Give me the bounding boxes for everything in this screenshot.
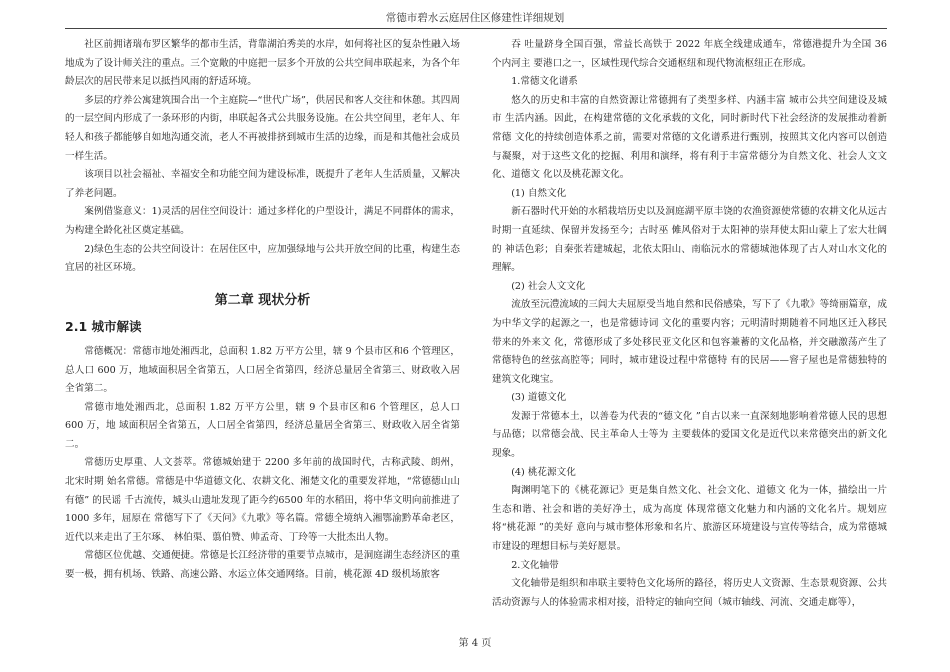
paragraph: 陶渊明笔下的《桃花源记》更是集自然文化、社会文化、道德文 化为一体，描绘出一片生态和谐、社会和谐的美好净土，成为高度 体现常德文化魅力和内涵的文化名片。规划应将“桃花源 ”的美好 意向与城市整体形象和名片、旅游区环境建设与宣传等结合，成为常德城市建设的理想目标与美好愿景。 <box>492 485 887 553</box>
left-column <box>65 36 460 585</box>
header-divider <box>65 28 887 29</box>
paragraph: 文化轴带是组织和串联主要特色文化场所的路径，将历史人文资源、生态景观资源、公共活动资源与人的体验需求相对接，沿特定的轴向空间（城市轴线、河流、交通走廊等）， <box>492 578 887 608</box>
right-column <box>492 36 887 612</box>
paragraph: 悠久的历史和丰富的自然资源让常德拥有了类型多样、内涵丰富 城市公共空间建设及城市 生活内涵。因此，在构建常德的文化承载的文化，同时新时代下社会经济的发展推动着新常德 文化的持续创造体系之前，需要对常德的文化谱系进行甄别，按照其文化内容可以创造与凝聚，对于这些文化的挖掘、利用和演绎，将有利于丰富常德分为自然文化、社会人文文化、道德文 化以及桃花源文化。 <box>492 94 887 181</box>
chapter-title: 第二章 现状分析 <box>214 292 311 308</box>
paragraph: 吞 吐量跻身全国百强，常益长高铁于 2022 年底全线建成通车，常德港提升为全国 36 个内河主 要港口之一，区域性现代综合交通枢纽和现代物流枢纽正在形成。 <box>492 39 887 69</box>
subheading: 2.文化轴带 <box>511 559 559 571</box>
paragraph: 该项目以社会福祉、幸福安全和功能空间为建设标准，既提升了老年人生活质量，又解决了养老问题。 <box>65 169 460 199</box>
paragraph: 常德概况：常德市地处湘西北，总面积 1.82 万平方公里，辖 9 个县市区和6 个管理区，总人口 600 万，地域面积居全省第五，人口居全省第四，经济总量居全省第三、财政收入居全省第二。 <box>65 345 460 395</box>
paragraph: 常德区位优越、交通便捷。常德是长江经济带的重要节点城市，是洞庭湖生态经济区的重要一极，拥有机场、铁路、高速公路、水运立体交通网络。目前，桃花源 4D 级机场旅客 <box>65 550 460 581</box>
subheading: (4) 桃花源文化 <box>511 466 576 478</box>
paragraph: 发源于常德本土，以善卷为代表的“德文化 ”自古以来一直深刻地影响着常德人民的思想与品德；以常德会战、民主革命人士等为 主要载体的爱国文化是近代以来常德突出的新文化现象。 <box>492 410 887 460</box>
paragraph: 2)绿色生态的公共空间设计：在居住区中，应加强绿地与公共开放空间的比重，构建生态宜居的社区环境。 <box>65 243 460 274</box>
subheading: 1.常德文化谱系 <box>511 76 578 88</box>
paragraph: 案例借鉴意义：1)灵活的居住空间设计：通过多样化的户型设计，满足不同群体的需求，为构建全龄化社区奠定基础。 <box>65 206 460 236</box>
page-number: 第 4 页 <box>458 638 492 649</box>
subheading: (2) 社会人文文化 <box>511 280 586 292</box>
subheading: (1) 自然文化 <box>511 187 567 199</box>
paragraph: 新石器时代开始的水稻栽培历史以及洞庭湖平原丰饶的农渔资源使常德的农耕文化从远古 时期一直延续、保留并发扬至今；古时巫 傩风俗对于太阳神的崇拜使太阳山蒙上了宏大壮阔的 神话色彩；自秦张若建城起，北依太阳山、南临沅水的常德城池体现了古人对山水文化的理解。 <box>492 206 887 274</box>
page-header: 常德市碧水云庭居住区修建性详细规划 <box>385 12 565 24</box>
paragraph: 流放至沅澧流域的三闾大夫屈原受当地自然和民俗感染，写下了《九歌》等绮丽篇章，成为中华文学的起源之一，也是常德诗词 文化的重要内容；元明清时期随着不同地区迁入移民带来的外来文 化，常德形成了多处移民亚文化区和包容兼蓄的文化品格，并交融激荡产生了常德特色的丝弦高腔等；同时，城市建设过程中常德特 有的民居——窨子屋也是常德独特的建筑文化瑰宝。 <box>492 299 887 385</box>
paragraph: 社区前拥诸瑞布罗区繁华的都市生活，背靠湖泊秀美的水岸，如何将社区的复杂性融入场地成为了设计师关注的重点。三个宽敞的中庭把一层多个开放的公共空间串联起来，为各个年龄层次的居民带来足以抵挡风雨的舒适环境。 <box>65 39 460 88</box>
paragraph: 多层的疗养公寓建筑围合出一个主庭院—“世代广场”，供居民和客人交往和休憩。其四周的一层空间内形成了一条环形的内街，串联起各式公共服务设施。在公共空间里，老年人、年轻人和孩子都能够自如地沟通交流，老人不再被排挤到城市生活的边缘，而是和其他社会成员一样生活。 <box>65 94 460 162</box>
section-title: 2.1 城市解读 <box>65 319 142 335</box>
subheading: (3) 道德文化 <box>511 392 567 404</box>
paragraph: 常德市地处湘西北，总面积 1.82 万平方公里，辖 9 个县市区和6 个管理区，总人口 600 万，地 域面积居全省第五，人口居全省第四，经济总量居全省第三、财政收入居全省第二。 <box>65 401 460 450</box>
paragraph: 常德历史厚重、人文荟萃。常德城始建于 2200 多年前的战国时代，古称武陵、朗州，北宋时期 始名常德。常德是中华道德文化、农耕文化、湘楚文化的重要发祥地，“常德德山山有德” 的民谣 千古流传，城头山遗址发现了距今约6500 年的水稻田，将中华文明向前推进了 1000 多年，屈原在 常德写下了《天问》《九歌》等名篇。常德全境纳入湘鄂渝黔革命老区，近代以来走出了王尔琢、 林伯渠、翦伯赞、帅孟奇、丁玲等一大批杰出人物。 <box>65 457 460 543</box>
